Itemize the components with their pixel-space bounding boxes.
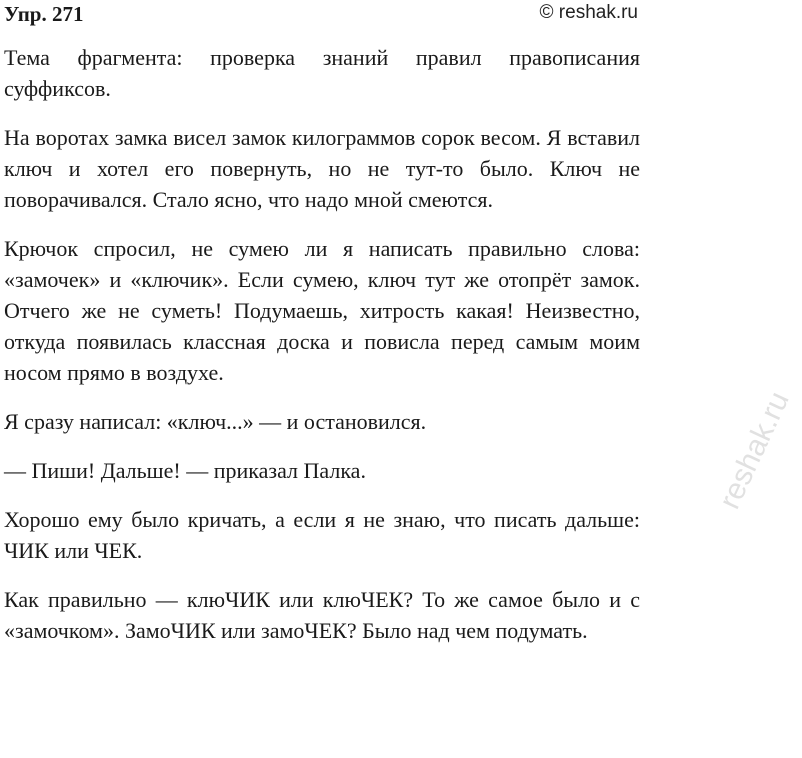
- page-header: [4, 0, 638, 30]
- paragraph-castle-gate: На воротах замка висел замок килограммов сорок весом. Я вставил ключ и хотел его повернуть, но не тут-то было. Ключ не поворачивался. Стало ясно, что надо мной смеются.: [4, 125, 640, 212]
- watermark: reshak.ru: [713, 386, 796, 514]
- exercise-text: [4, 42, 640, 664]
- paragraph-how-correct: Как правильно — клюЧИК или клюЧЕК? То же самое было и с «замочком». ЗамоЧИК или замоЧЕК? Было над чем подумать.: [4, 587, 640, 643]
- paragraph-hook-question: Крючок спросил, не сумею ли я написать правильно слова: «замочек» и «ключик». Если сумею, ключ тут же отопрёт замок. Отчего же не суметь! Подумаешь, хитрость какая! Неизвестно, откуда появилась классная доска и повисла перед самым моим носом прямо в воздухе.: [4, 236, 640, 385]
- paragraph-write-command: — Пиши! Дальше! — приказал Палка.: [4, 458, 366, 483]
- source-credit: © reshak.ru: [539, 2, 638, 23]
- paragraph-wrote-key: Я сразу написал: «ключ...» — и остановился.: [4, 409, 427, 434]
- exercise-title: Упр. 271: [4, 2, 84, 26]
- paragraph-topic: Тема фрагмента: проверка знаний правил правописания суффиксов.: [4, 45, 640, 101]
- paragraph-chik-chek: Хорошо ему было кричать, а если я не знаю, что писать дальше: ЧИК или ЧЕК.: [4, 507, 640, 563]
